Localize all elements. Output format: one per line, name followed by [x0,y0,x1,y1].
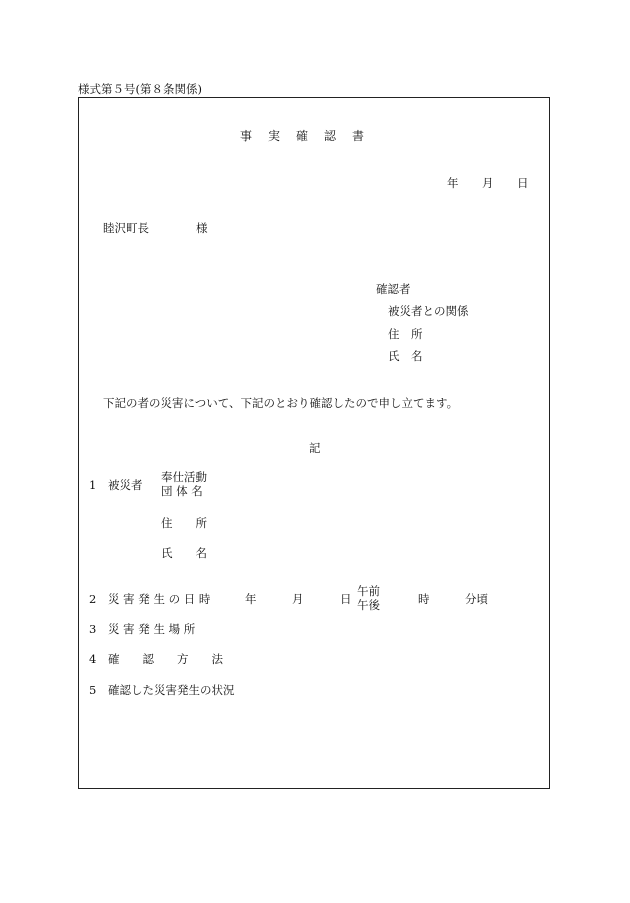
item1-group-line2: 団 体 名 [161,484,203,498]
item1-name-label: 氏 名 [161,546,207,560]
item1-address-label: 住 所 [161,516,207,530]
item2-hour-label: 時 [418,592,430,606]
item2-number: 2 [89,592,97,606]
item5-label: 確認した災害発生の状況 [108,683,235,697]
item2-day-label: 日 [340,592,352,606]
date-day-label: 日 [517,176,529,190]
item4-number: 4 [89,652,97,666]
item5-number: 5 [89,683,97,697]
item2-minute-label: 分頃 [465,592,488,606]
item2-am-label: 午前 [357,584,380,598]
confirmer-heading: 確認者 [376,282,411,296]
item3-label: 災 害 発 生 場 所 [108,622,196,636]
item1-label: 被災者 [108,478,143,492]
date-month-label: 月 [482,176,494,190]
item1-group-line1: 奉仕活動 [161,470,207,484]
item2-pm-label: 午後 [357,598,380,612]
item2-year-label: 年 [245,592,257,606]
addressee-honorific: 様 [196,221,208,235]
statement-text: 下記の者の災害について、下記のとおり確認したので申し立てます。 [103,396,459,410]
confirmer-address-label: 住 所 [388,327,423,341]
item1-number: 1 [89,478,97,492]
document-title: 事実確認書 [240,129,381,143]
addressee-name: 睦沢町長 [103,221,149,235]
date-year-label: 年 [447,176,459,190]
item2-month-label: 月 [292,592,304,606]
confirmer-name-label: 氏 名 [388,349,423,363]
item3-number: 3 [89,622,97,636]
item1-group-name-label [161,470,207,498]
item4-label: 確 認 方 法 [108,652,223,666]
item2-ampm [357,584,380,612]
confirmer-relation-label: 被災者との関係 [388,304,469,318]
ki-label: 記 [309,441,321,455]
item2-label: 災 害 発 生 の 日 時 [108,592,211,606]
form-number-label: 様式第５号(第８条関係) [78,82,202,96]
